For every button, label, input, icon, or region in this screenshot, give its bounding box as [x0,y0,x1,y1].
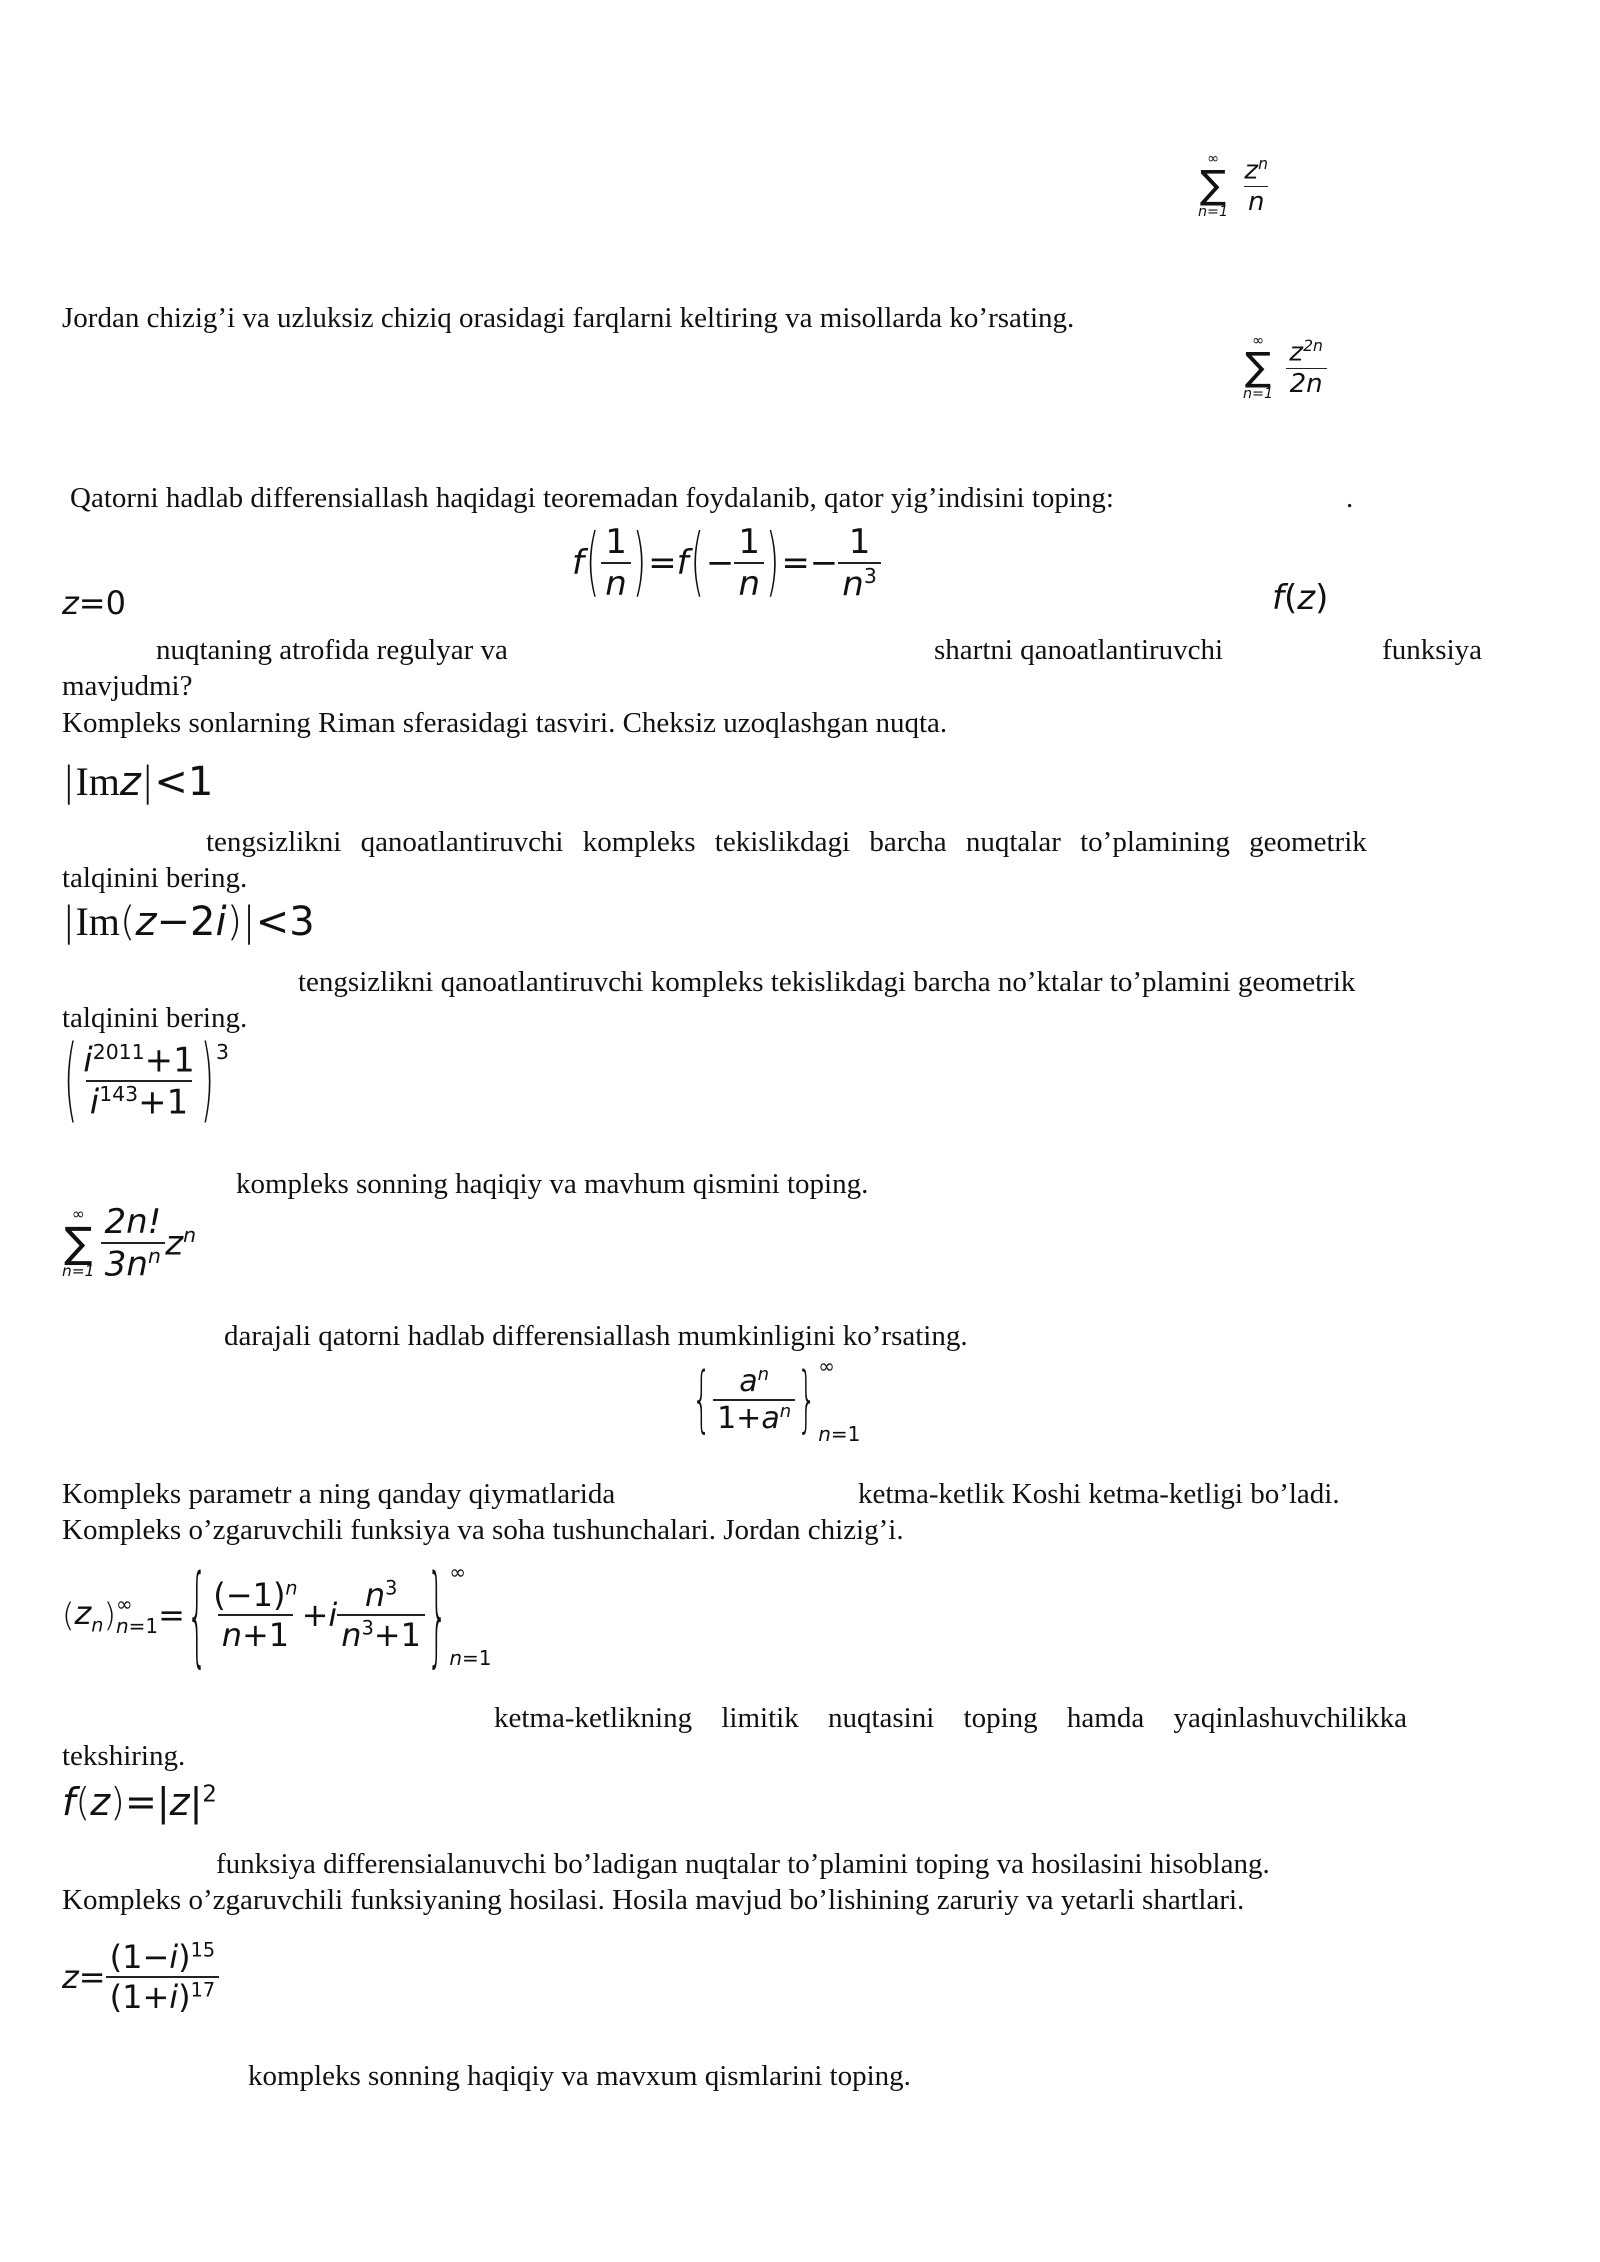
question-jordan-vs-continuous: Jordan chizig’i va uzluksiz chiziq orasidagi farqlarni keltiring va misollarda ko’rsating. [62,302,1075,334]
formula-sequence-a: { $\frac{a^n}{1+a^n}$ } ∞ n=1 [692,1354,861,1446]
question-real-imag-part-2: kompleks sonning haqiqiy va mavxum qismlarini toping. [248,2060,911,2092]
question-regular-part-b: shartni qanoatlantiruvchi [934,634,1224,666]
question-limit-point-tail: tekshiring. [62,1740,186,1772]
question-set-2-tail: talqinini bering. [62,1002,248,1034]
formula-f-abs-z-squared: $f(z)=|z|^2$ [62,1780,217,1824]
formula-z-equals-0: z=0 [62,584,126,622]
question-set-2-text: tengsizlikni qanoatlantiruvchi kompleks tekislikdagi barcha no’ktalar to’plamini geometrik [298,966,1356,998]
question-set-1-text: tengsizlikni qanoatlantiruvchi kompleks tekislikdagi barcha nuqtalar to’plamining geometrik [206,826,1367,858]
question-end-dot: . [1346,482,1354,514]
question-real-imag-part-1: kompleks sonning haqiqiy va mavhum qismini toping. [236,1168,869,1200]
question-termwise-differentiation: Qatorni hadlab differensiallash haqidagi teoremadan foydalanib, qator yig’indisini toping: [70,482,1114,514]
formula-im-z-lt-1: |Imz|<1 [62,759,214,805]
question-differentiable-set: funksiya differensialanuvchi bo’ladigan nuqtalar to’plamini toping va hosilasini hisoblang. [216,1848,1270,1880]
formula-i-power-expr: ( $\frac{i^{2011}+1}{i^{143}+1}$ ) $^3$ [64,1027,229,1136]
formula-f-condition: f ( $\frac{1}{n}$ ) = f ( − $\frac{1}{n}$ ) =− $\frac{1}{n^3}$ [572,522,881,604]
question-power-series-differentiation: darajali qatorni hadlab differensiallash mumkinligini ko’rsating. [224,1320,968,1352]
formula-sum-zn-over-n: ∞ ∑ n=1 $\frac{z^n}{n}$ [1198,151,1268,221]
question-limit-point-text: ketma-ketlikning limitik nuqtasini toping hamda yaqinlashuvchilikka [494,1702,1408,1734]
question-riemann-sphere: Kompleks sonlarning Riman sferasidagi tasviri. Cheksiz uzoqlashgan nuqta. [62,707,948,739]
question-regular-part-d: mavjudmi? [62,670,193,702]
question-set-1-tail: talqinini bering. [62,862,248,894]
question-function-domain-concepts: Kompleks o’zgaruvchili funksiya va soha tushunchalari. Jordan chizig’i. [62,1514,904,1546]
question-cauchy-part-a: Kompleks parametr a ning qanday qiymatlarida [62,1478,616,1510]
formula-z-power-frac: z = $\frac{(1-i)^{15}}{(1+i)^{17}}$ [62,1938,219,2016]
formula-sequence-zn: ( $z_n$ ) ∞ n=1 = { $\frac{(-1)^n}{n+1}$ + i $\frac{n^3}{n^3+1}$ } ∞ n=1 [62,1550,492,1680]
question-limit-point-line [494,1700,1482,1736]
question-regular-part-a: nuqtaning atrofida regulyar va [156,634,508,666]
question-derivative-conditions: Kompleks o’zgaruvchili funksiyaning hosilasi. Hosila mavjud bo’lishining zaruriy va yetarli shartlari. [62,1884,1245,1916]
formula-sum-z2n-over-2n: ∞ ∑ n=1 $\frac{z^{2n}}{2n}$ [1243,334,1327,402]
question-cauchy-part-b: ketma-ketlik Koshi ketma-ketligi bo’ladi. [858,1478,1340,1510]
question-set-1-line [206,824,1482,860]
formula-sum-2n-factorial: ∞ ∑ n=1 $\frac{2n!}{3n^n}$ $z^n$ [62,1202,197,1285]
formula-im-z-minus-2i-lt-3: |Im(z−2i)|<3 [62,899,315,945]
formula-f-of-z: f(z) [1272,578,1329,618]
question-regular-part-c: funksiya [1382,634,1482,666]
